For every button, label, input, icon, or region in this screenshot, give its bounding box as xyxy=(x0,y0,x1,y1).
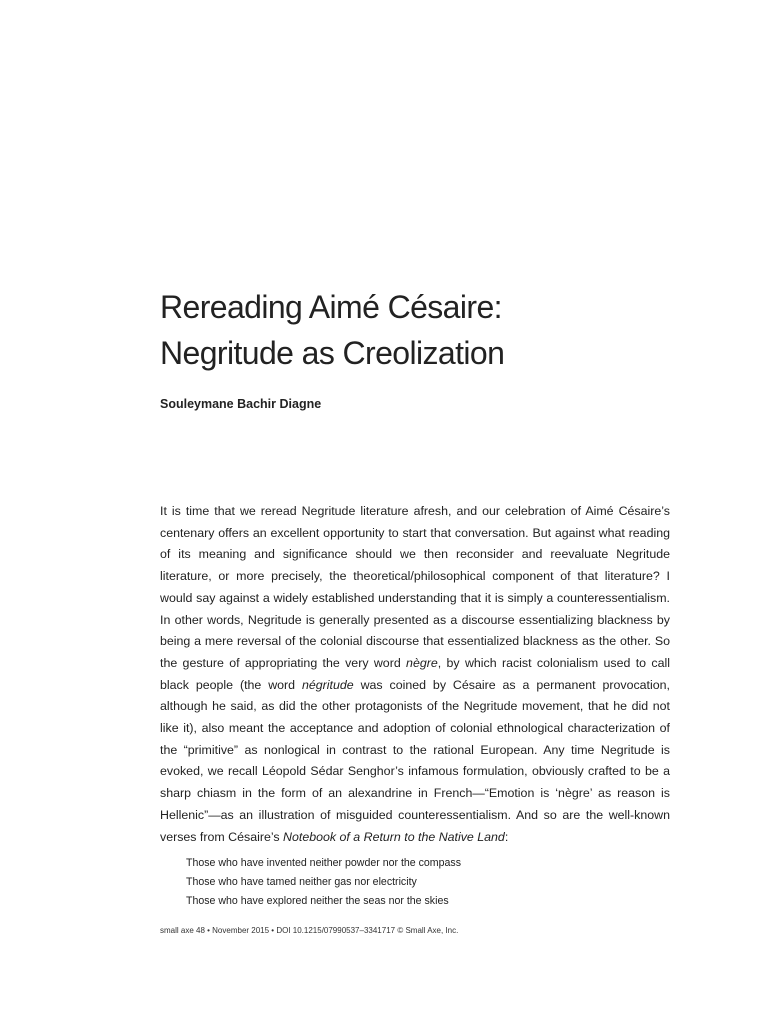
body-text-segment: was coined by Césaire as a permanent provocation, although he said, as did the other protagonists of the Negritude movement, that he did not like it), also meant the acceptance and adoption of colonial ethnological characterization of the “primitive” as nonlogical in contrast to the rational European. Any time Negritude is evoked, we recall Léopold Sédar Senghor’s infamous formulation, obviously crafted to be a sharp chiasm in the form of an alexandrine in French—“Emotion is ‘nègre’ as reason is Hellenic”—as an illustration of misguided counteressentialism. And so are the well-known verses from Césaire’s xyxy=(160,677,670,844)
verse-quotation xyxy=(186,854,461,912)
body-text-segment: It is time that we reread Negritude literature afresh, and our celebration of Aimé Césaire’s centenary offers an excellent opportunity to start that conversation. But against what reading of its meaning and significance should we then reconsider and reevaluate Negritude literature, or more precisely, the theoretical/philosophical component of that literature? I would say against a widely established understanding that it is simply a counteressentialism. In other words, Negritude is generally presented as a discourse essentializing blackness by being a mere reversal of the colonial discourse that essentialized blackness as the other. So the gesture of appropriating the very word xyxy=(160,504,670,670)
verse-line: Those who have tamed neither gas nor electricity xyxy=(186,876,417,889)
author-name: Souleymane Bachir Diagne xyxy=(160,397,322,411)
italic-term-negre: nègre xyxy=(406,655,438,670)
article-title xyxy=(160,284,504,376)
italic-term-negritude: négritude xyxy=(301,677,354,692)
body-text-segment: : xyxy=(504,829,509,844)
article-title-line-2: Negritude as Creolization xyxy=(160,335,505,371)
italic-book-title: Notebook of a Return to the Native Land xyxy=(283,829,505,844)
verse-line: Those who have explored neither the seas nor the skies xyxy=(186,895,449,908)
verse-line: Those who have invented neither powder nor the compass xyxy=(186,857,462,869)
article-title-line-1: Rereading Aimé Césaire: xyxy=(160,289,502,325)
page-footer: small axe 48 • November 2015 • DOI 10.1215/07990537–3341717 © Small Axe, Inc. xyxy=(160,926,459,935)
body-paragraph xyxy=(160,501,670,848)
body-text-segment: , by which racist colonialism used to call black people (the word xyxy=(160,655,670,692)
